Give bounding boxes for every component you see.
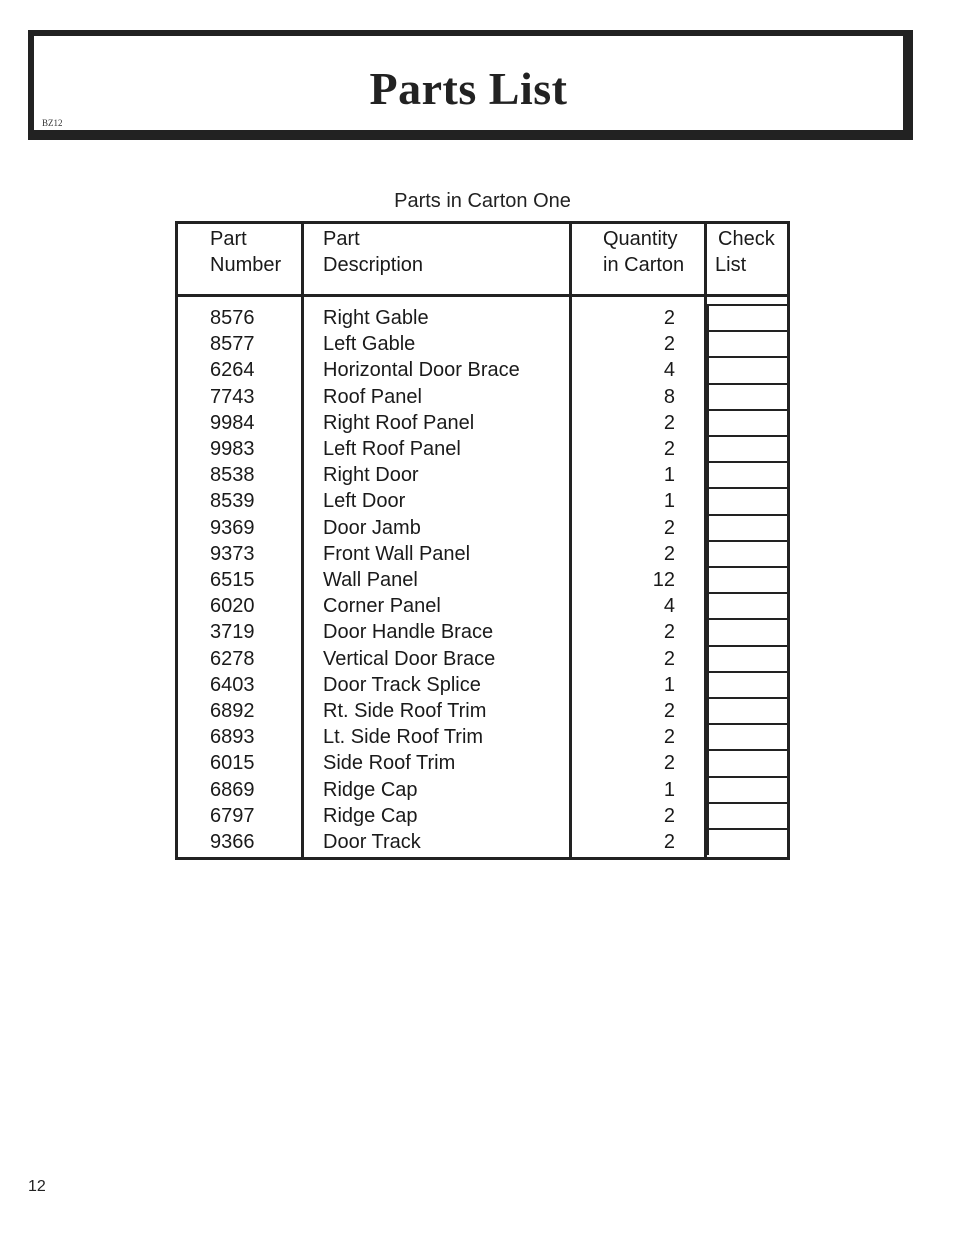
check-box[interactable] <box>707 592 787 619</box>
part-description-cell: Wall Panel <box>323 569 418 591</box>
quantity-cell: 2 <box>663 438 675 460</box>
column-divider-1 <box>301 221 304 860</box>
check-box[interactable] <box>707 330 787 357</box>
check-box[interactable] <box>707 802 787 829</box>
header-check-line1: Check <box>718 228 775 250</box>
part-description-cell: Ridge Cap <box>323 778 418 801</box>
part-description-cell: Right Gable <box>323 307 429 329</box>
header-part-number-line1: Part <box>210 228 247 250</box>
quantity-cell: 2 <box>663 542 675 565</box>
check-box[interactable] <box>707 461 787 488</box>
part-description-cell: Door Track Splice <box>323 673 481 696</box>
part-number-cell: 6015 <box>210 752 255 775</box>
part-number-cell: 6893 <box>210 726 255 749</box>
check-box[interactable] <box>707 671 787 698</box>
part-number-cell: 9366 <box>210 831 255 853</box>
part-description-cell: Left Gable <box>323 333 416 356</box>
title-banner <box>28 30 913 140</box>
part-description-cell: Left Door <box>323 490 406 513</box>
quantity-cell: 2 <box>663 700 675 722</box>
parts-table <box>175 221 790 860</box>
check-box[interactable] <box>707 435 787 462</box>
check-box[interactable] <box>707 776 787 803</box>
check-box[interactable] <box>707 566 787 593</box>
check-box[interactable] <box>707 487 787 514</box>
document-code: BZ12 <box>42 118 63 128</box>
part-number-cell: 6264 <box>210 359 255 382</box>
table-border-top <box>175 221 790 224</box>
header-description-line2: Description <box>323 254 424 276</box>
check-box[interactable] <box>707 645 787 672</box>
header-divider <box>175 294 790 297</box>
check-box[interactable] <box>707 540 787 567</box>
part-description-cell: Right Roof Panel <box>323 411 475 434</box>
part-description-cell: Door Handle Brace <box>323 621 494 644</box>
part-number-cell: 9983 <box>210 438 255 460</box>
quantity-cell: 2 <box>663 804 675 827</box>
column-divider-2 <box>569 221 572 860</box>
part-description-cell: Front Wall Panel <box>323 542 471 565</box>
quantity-cell: 4 <box>663 595 675 618</box>
part-description-cell: Corner Panel <box>323 595 441 618</box>
check-box[interactable] <box>707 618 787 645</box>
check-box[interactable] <box>707 356 787 383</box>
table-border-bottom <box>175 857 790 860</box>
header-part-number-line2: Number <box>210 254 282 276</box>
check-box[interactable] <box>707 828 787 855</box>
quantity-cell: 2 <box>663 621 675 644</box>
check-box[interactable] <box>707 409 787 436</box>
part-description-cell: Door Track <box>323 831 421 853</box>
quantity-cell: 8 <box>663 385 675 408</box>
part-description-cell: Left Roof Panel <box>323 438 461 460</box>
quantity-cell: 2 <box>663 647 675 670</box>
part-number-cell: 9984 <box>210 411 255 434</box>
part-number-cell: 8538 <box>210 464 255 487</box>
quantity-cell: 1 <box>663 464 675 487</box>
header-check-line2: List <box>715 254 747 276</box>
part-number-cell: 7743 <box>210 385 255 408</box>
quantity-cell: 2 <box>663 752 675 775</box>
part-description-cell: Horizontal Door Brace <box>323 359 520 382</box>
check-box[interactable] <box>707 383 787 410</box>
check-box[interactable] <box>707 514 787 541</box>
quantity-cell: 1 <box>663 673 675 696</box>
check-box[interactable] <box>707 749 787 776</box>
header-quantity-line2: in Carton <box>603 254 685 276</box>
part-description-cell: Ridge Cap <box>323 804 418 827</box>
page-title: Parts List <box>369 63 568 114</box>
part-number-cell: 6020 <box>210 595 255 618</box>
quantity-cell: 4 <box>663 359 675 382</box>
table-border-right <box>787 221 790 860</box>
table-caption: Parts in Carton One <box>394 190 571 212</box>
part-number-cell: 6797 <box>210 804 255 827</box>
quantity-cell: 2 <box>663 831 675 853</box>
header-description-line1: Part <box>323 228 360 250</box>
part-number-cell: 3719 <box>210 621 255 644</box>
quantity-cell: 1 <box>663 490 675 513</box>
part-number-cell: 8539 <box>210 490 255 513</box>
part-description-cell: Roof Panel <box>323 385 422 408</box>
part-description-cell: Rt. Side Roof Trim <box>323 700 487 722</box>
quantity-cell: 2 <box>663 307 675 329</box>
part-number-cell: 6892 <box>210 700 255 722</box>
table-border-left <box>175 221 178 860</box>
part-number-cell: 6515 <box>210 569 255 591</box>
part-number-cell: 8577 <box>210 333 255 356</box>
part-description-cell: Vertical Door Brace <box>323 647 496 670</box>
part-number-cell: 9369 <box>210 516 255 539</box>
part-number-cell: 6869 <box>210 778 255 801</box>
part-number-cell: 6403 <box>210 673 255 696</box>
part-description-cell: Right Door <box>323 464 419 487</box>
check-box[interactable] <box>707 697 787 724</box>
check-box[interactable] <box>707 723 787 750</box>
part-number-cell: 8576 <box>210 307 255 329</box>
quantity-cell: 2 <box>663 726 675 749</box>
quantity-cell: 2 <box>663 516 675 539</box>
part-description-cell: Lt. Side Roof Trim <box>323 726 484 749</box>
part-description-cell: Door Jamb <box>323 516 421 539</box>
header-quantity-line1: Quantity <box>603 228 678 250</box>
check-box[interactable] <box>707 304 787 331</box>
part-number-cell: 6278 <box>210 647 255 670</box>
page-number: 12 <box>28 1178 46 1195</box>
quantity-cell: 1 <box>663 778 675 801</box>
quantity-cell: 2 <box>663 411 675 434</box>
part-description-cell: Side Roof Trim <box>323 752 456 775</box>
quantity-cell: 2 <box>663 333 675 356</box>
quantity-cell: 12 <box>652 569 675 591</box>
part-number-cell: 9373 <box>210 542 255 565</box>
